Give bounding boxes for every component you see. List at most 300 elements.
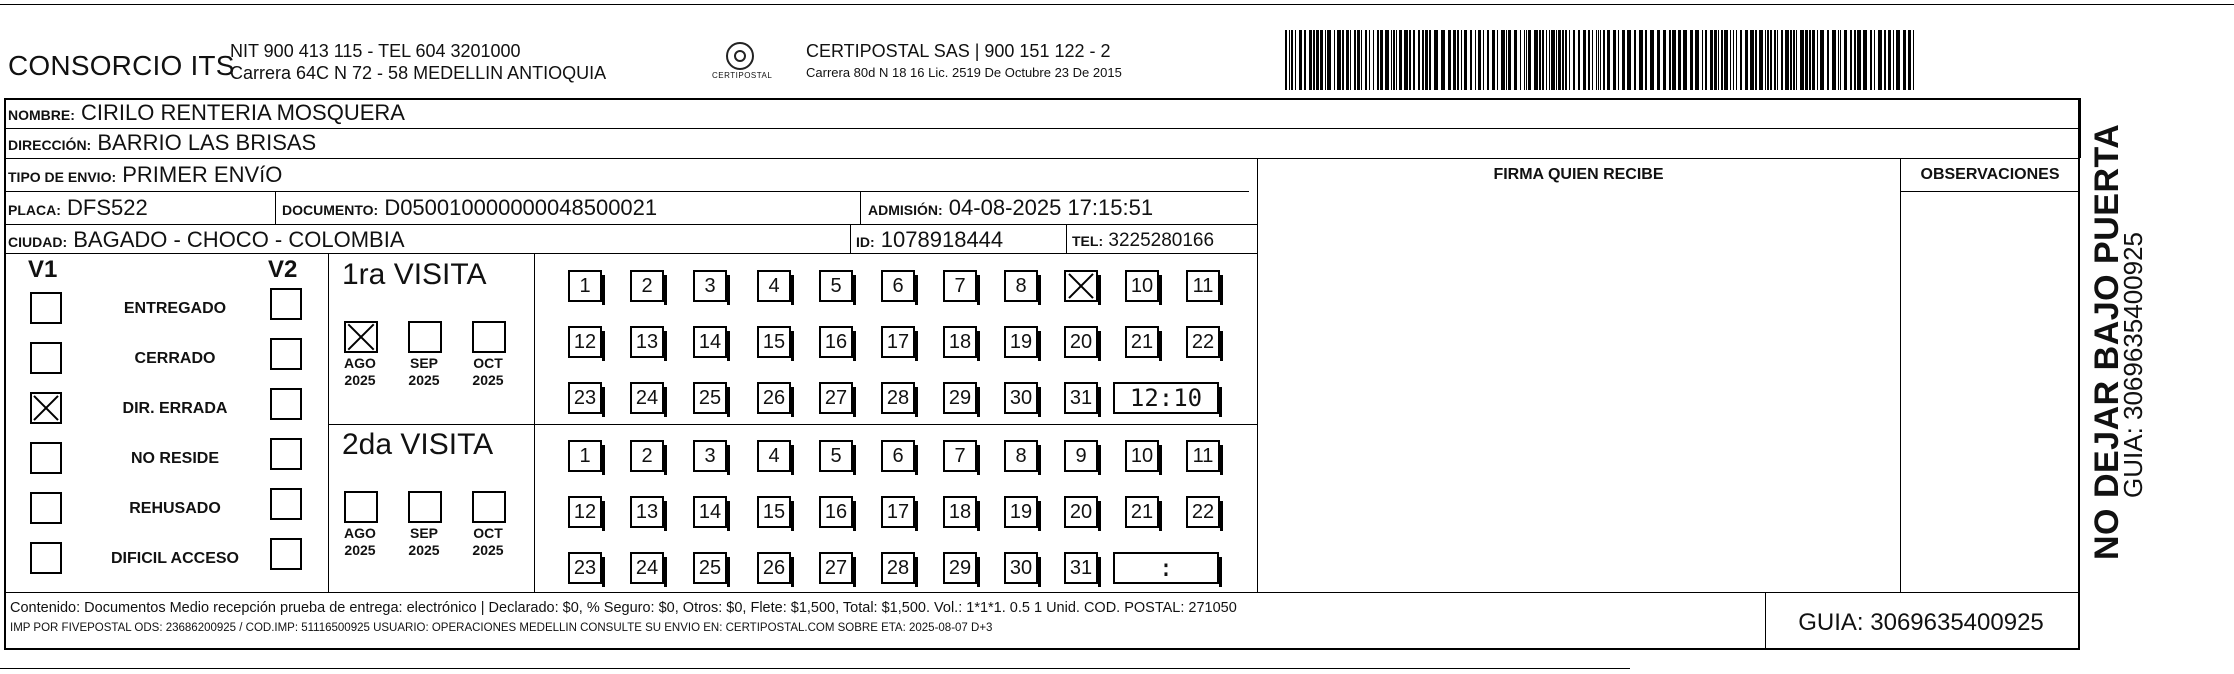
- barcode-bar: [1750, 30, 1754, 90]
- barcode-bar: [1422, 30, 1424, 90]
- rule: [328, 424, 1257, 425]
- barcode-bar: [1325, 30, 1326, 90]
- day-box[interactable]: 18: [943, 326, 977, 358]
- day-box[interactable]: 19: [1004, 326, 1038, 358]
- day-box[interactable]: [1064, 270, 1098, 302]
- barcode-bar: [1299, 30, 1302, 90]
- barcode-bar: [1377, 30, 1379, 90]
- barcode-bar: [1896, 30, 1900, 90]
- day-box[interactable]: 31: [1064, 382, 1098, 414]
- barcode-bar: [1639, 30, 1643, 90]
- month-year: 2025: [408, 542, 440, 558]
- status-label: REHUSADO: [129, 500, 221, 517]
- barcode-bar: [1487, 30, 1489, 90]
- day-box[interactable]: 25: [693, 382, 727, 414]
- barcode-bar: [1369, 30, 1370, 90]
- company-info: [230, 40, 606, 84]
- day-box[interactable]: 4: [757, 270, 791, 302]
- barcode-bar: [1627, 30, 1631, 90]
- barcode-bar: [1475, 30, 1476, 90]
- barcode-bar: [1497, 30, 1498, 90]
- status-label: CERRADO: [134, 350, 216, 367]
- visit-title: 1ra VISITA: [342, 258, 487, 291]
- v1-checkbox[interactable]: [30, 542, 62, 574]
- barcode-bar: [1838, 30, 1839, 90]
- day-box[interactable]: 15: [757, 326, 791, 358]
- barcode-bar: [1334, 30, 1335, 90]
- barcode-bar: [1770, 30, 1772, 90]
- barcode-bar: [1346, 30, 1349, 90]
- barcode-bar: [1313, 30, 1315, 90]
- id-label: ID:: [856, 234, 875, 250]
- barcode-bar: [1354, 30, 1356, 90]
- day-box[interactable]: 19: [1004, 496, 1038, 528]
- postal-logo-icon: CERTIPOSTAL: [712, 40, 768, 86]
- nit-line: NIT 900 413 115 - TEL 604 3201000: [230, 41, 521, 61]
- barcode-bar: [1429, 30, 1431, 90]
- tel-value: 3225280166: [1108, 230, 1215, 251]
- day-box[interactable]: 20: [1064, 496, 1098, 528]
- barcode-bar: [1320, 30, 1323, 90]
- barcode-bar: [1817, 30, 1818, 90]
- barcode-bar: [1441, 30, 1445, 90]
- id-row: [856, 227, 1003, 253]
- day-box[interactable]: 11: [1186, 440, 1220, 472]
- day-box[interactable]: 7: [943, 440, 977, 472]
- day-box[interactable]: 17: [881, 496, 915, 528]
- v1-checkbox[interactable]: [30, 442, 62, 474]
- barcode-bar: [1448, 30, 1451, 90]
- barcode-bar: [1534, 30, 1538, 90]
- day-box[interactable]: 6: [881, 270, 915, 302]
- barcode-bar: [1457, 30, 1459, 90]
- day-box[interactable]: 28: [881, 382, 915, 414]
- barcode-bar: [1730, 30, 1731, 90]
- direccion-row: [8, 130, 316, 156]
- barcode-bar: [1613, 30, 1616, 90]
- day-box[interactable]: 16: [819, 326, 853, 358]
- barcode-bar: [1304, 30, 1306, 90]
- day-box[interactable]: 5: [819, 270, 853, 302]
- month-year: 2025: [344, 372, 376, 388]
- company-name: CONSORCIO ITS: [8, 50, 235, 81]
- barcode-bar: [1678, 30, 1681, 90]
- barcode-bar: [1908, 30, 1911, 90]
- rule: [1900, 158, 1901, 592]
- footer-contenido: Contenido: Documentos Medio recepción prueba de entrega: electrónico | Declarado: $0, % Seguro: $0, Otros: $0, Flete: $1,500, Total: $1,500. Vol.: 1*1*1. 0.5 1 Unid. COD. POSTAL: 271050: [10, 600, 1237, 616]
- footer-impresion: IMP POR FIVEPOSTAL ODS: 23686200925 / COD.IMP: 51116500925 USUARIO: OPERACIONES MEDELLIN CONSULTE SU ENVIO EN: CERTIPOSTAL.COM SOBRE ETA: 2025-08-07 D+3: [10, 622, 993, 634]
- day-box[interactable]: 31: [1064, 552, 1098, 584]
- barcode-bar: [1418, 30, 1420, 90]
- barcode-bar: [1434, 30, 1438, 90]
- barcode-bar: [1903, 30, 1906, 90]
- barcode-bar: [1857, 30, 1861, 90]
- top-rule: [0, 4, 2234, 5]
- barcode-bar: [1650, 30, 1654, 90]
- barcode-bar: [1350, 30, 1351, 90]
- barcode-bar: [1781, 30, 1783, 90]
- barcode-bar: [1583, 30, 1586, 90]
- day-box[interactable]: 2: [630, 440, 664, 472]
- tel-label: TEL:: [1072, 233, 1104, 249]
- barcode-bar: [1546, 30, 1547, 90]
- barcode-bar: [1588, 30, 1590, 90]
- barcode-bar: [1478, 30, 1481, 90]
- barcode-bar: [1492, 30, 1495, 90]
- barcode-bar: [1549, 30, 1550, 90]
- nombre-label: NOMBRE:: [8, 107, 75, 123]
- v1-heading: V1: [28, 256, 58, 283]
- rule: [1066, 224, 1067, 253]
- day-box[interactable]: 13: [630, 496, 664, 528]
- barcode-bar: [1385, 30, 1389, 90]
- month-label: [464, 355, 512, 389]
- documento-value: D050010000000048500021: [384, 195, 658, 220]
- day-box[interactable]: 6: [881, 440, 915, 472]
- barcode-bar: [1337, 30, 1341, 90]
- day-box[interactable]: 12: [568, 326, 602, 358]
- day-box[interactable]: 20: [1064, 326, 1098, 358]
- placa-value: DFS522: [67, 195, 148, 220]
- v1-checkbox[interactable]: [30, 492, 62, 524]
- barcode-bar: [1805, 30, 1808, 90]
- barcode-bar: [1361, 30, 1362, 90]
- barcode-bar: [1874, 30, 1875, 90]
- day-box[interactable]: 25: [693, 552, 727, 584]
- barcode-bar: [1316, 30, 1319, 90]
- direccion-value: BARRIO LAS BRISAS: [97, 130, 317, 155]
- barcode-bar: [1501, 30, 1505, 90]
- rule: [4, 224, 1257, 225]
- barcode-bar: [1710, 30, 1713, 90]
- barcode-bar: [1832, 30, 1836, 90]
- day-box[interactable]: 3: [693, 270, 727, 302]
- barcode-bar: [1913, 30, 1914, 90]
- day-box[interactable]: 9: [1064, 440, 1098, 472]
- barcode-bar: [1357, 30, 1360, 90]
- month-checkbox[interactable]: [344, 491, 378, 523]
- rule: [4, 253, 1257, 254]
- v1-checkbox[interactable]: [30, 392, 62, 424]
- v2-checkbox[interactable]: [270, 438, 302, 470]
- day-box[interactable]: 10: [1125, 440, 1159, 472]
- v1-checkbox[interactable]: [30, 342, 62, 374]
- barcode-bar: [1888, 30, 1891, 90]
- barcode-bar: [1551, 30, 1555, 90]
- day-box[interactable]: 14: [693, 496, 727, 528]
- side-warning: NO DEJAR BAJO PUERTA: [2088, 123, 2126, 560]
- rule: [850, 224, 851, 253]
- v2-checkbox[interactable]: [270, 488, 302, 520]
- month-label: [336, 355, 384, 389]
- day-box[interactable]: 29: [943, 382, 977, 414]
- day-box[interactable]: 27: [819, 552, 853, 584]
- day-box[interactable]: 10: [1125, 270, 1159, 302]
- status-label: NO RESIDE: [130, 450, 219, 467]
- barcode-bar: [1759, 30, 1763, 90]
- tel-row: [1072, 230, 1214, 252]
- barcode-bar: [1596, 30, 1597, 90]
- rule: [1900, 191, 2080, 192]
- month-checkbox[interactable]: [408, 321, 442, 353]
- day-box[interactable]: 23: [568, 552, 602, 584]
- rule: [4, 191, 1249, 192]
- barcode-bar: [1327, 30, 1331, 90]
- barcode-bar: [1396, 30, 1397, 90]
- placa-row: [8, 195, 148, 221]
- barcode-bar: [1461, 30, 1462, 90]
- barcode-bar: [1542, 30, 1544, 90]
- barcode-bar: [1683, 30, 1687, 90]
- barcode-bar: [1705, 30, 1707, 90]
- day-box[interactable]: 1: [568, 270, 602, 302]
- barcode-bar: [1558, 30, 1561, 90]
- tipo-row: [8, 162, 282, 188]
- month-label: [400, 525, 448, 559]
- admision-value: 04-08-2025 17:15:51: [948, 195, 1154, 220]
- placa-label: PLACA:: [8, 202, 61, 218]
- barcode-bar: [1622, 30, 1625, 90]
- status-label: ENTREGADO: [123, 300, 227, 317]
- barcode-bar: [1600, 30, 1601, 90]
- day-box[interactable]: 16: [819, 496, 853, 528]
- day-box[interactable]: 21: [1125, 326, 1159, 358]
- guia-number: GUIA: 3069635400925: [1798, 609, 2044, 636]
- barcode-bar: [1840, 30, 1841, 90]
- v2-checkbox[interactable]: [270, 538, 302, 570]
- barcode-bar: [1702, 30, 1703, 90]
- barcode-bar: [1796, 30, 1797, 90]
- v2-checkbox[interactable]: [270, 338, 302, 370]
- barcode-bar: [1565, 30, 1567, 90]
- barcode-bar: [1820, 30, 1824, 90]
- v2-heading: V2: [268, 256, 298, 283]
- check-mark-icon: [1066, 272, 1096, 300]
- month-label: [400, 355, 448, 389]
- barcode-bar: [1721, 30, 1723, 90]
- certipostal-line1: CERTIPOSTAL SAS | 900 151 122 - 2: [806, 41, 1111, 61]
- rule: [328, 253, 329, 592]
- barcode-bar: [1399, 30, 1402, 90]
- barcode-bar: [1391, 30, 1392, 90]
- month-checkbox[interactable]: [408, 491, 442, 523]
- barcode-bar: [1425, 30, 1428, 90]
- barcode-bar: [1844, 30, 1847, 90]
- day-box[interactable]: 22: [1186, 326, 1220, 358]
- barcode-bar: [1669, 30, 1671, 90]
- month-label: [464, 525, 512, 559]
- barcode-bar: [1607, 30, 1610, 90]
- barcode-bar: [1520, 30, 1521, 90]
- barcode-bar: [1827, 30, 1829, 90]
- barcode-bar: [1645, 30, 1647, 90]
- month-name: AGO: [344, 355, 376, 371]
- barcode-bar: [1718, 30, 1719, 90]
- barcode-bar: [1453, 30, 1456, 90]
- barcode-bar: [1736, 30, 1737, 90]
- day-box[interactable]: 23: [568, 382, 602, 414]
- month-checkbox[interactable]: [472, 321, 506, 353]
- rule: [4, 592, 2080, 593]
- barcode-bar: [1592, 30, 1593, 90]
- ciudad-label: CIUDAD:: [8, 234, 68, 250]
- month-checkbox[interactable]: [344, 321, 378, 353]
- day-box[interactable]: 21: [1125, 496, 1159, 528]
- barcode-bar: [1365, 30, 1367, 90]
- barcode-bar: [1289, 30, 1290, 90]
- documento-label: DOCUMENTO:: [282, 202, 379, 218]
- month-label: [336, 525, 384, 559]
- barcode-bar: [1562, 30, 1564, 90]
- barcode-bar: [1878, 30, 1882, 90]
- day-box[interactable]: 17: [881, 326, 915, 358]
- barcode-bar: [1508, 30, 1511, 90]
- barcode-bar: [1755, 30, 1757, 90]
- barcode-bar: [1578, 30, 1580, 90]
- rule: [4, 128, 2080, 129]
- nombre-value: CIRILO RENTERIA MOSQUERA: [81, 100, 405, 125]
- status-label: DIR. ERRADA: [122, 400, 228, 417]
- barcode-bar: [1745, 30, 1748, 90]
- barcode-bar: [1342, 30, 1344, 90]
- barcode-bar: [1785, 30, 1789, 90]
- day-box[interactable]: 28: [881, 552, 915, 584]
- barcode-bar: [1893, 30, 1894, 90]
- barcode-bar: [1618, 30, 1619, 90]
- rule: [275, 191, 276, 224]
- month-year: 2025: [408, 372, 440, 388]
- id-value: 1078918444: [880, 227, 1004, 252]
- barcode-bar: [1765, 30, 1766, 90]
- barcode-bar: [1854, 30, 1856, 90]
- v2-checkbox[interactable]: [270, 288, 302, 320]
- month-checkbox[interactable]: [472, 491, 506, 523]
- barcode-bar: [1793, 30, 1795, 90]
- day-box[interactable]: 18: [943, 496, 977, 528]
- month-year: 2025: [344, 542, 376, 558]
- barcode-bar: [1464, 30, 1467, 90]
- barcode-bar: [1733, 30, 1734, 90]
- direccion-label: DIRECCIÓN:: [8, 137, 92, 153]
- barcode-bar: [1539, 30, 1541, 90]
- day-box[interactable]: 26: [757, 382, 791, 414]
- barcode-bar: [1740, 30, 1742, 90]
- month-name: SEP: [409, 355, 438, 371]
- day-box[interactable]: 11: [1186, 270, 1220, 302]
- day-box[interactable]: 30: [1004, 552, 1038, 584]
- day-box[interactable]: 1: [568, 440, 602, 472]
- month-name: OCT: [473, 525, 503, 541]
- visit-time[interactable]: 12:10: [1113, 382, 1219, 414]
- admision-row: [868, 195, 1153, 221]
- barcode-bar: [1863, 30, 1867, 90]
- rule: [1257, 158, 1258, 592]
- barcode-bar: [1569, 30, 1570, 90]
- month-name: AGO: [344, 525, 376, 541]
- tipo-value: PRIMER ENVíO: [122, 162, 283, 187]
- barcode-bar: [1556, 30, 1557, 90]
- barcode-bar: [1812, 30, 1815, 90]
- day-box[interactable]: 8: [1004, 270, 1038, 302]
- barcode-bar: [1767, 30, 1769, 90]
- day-box[interactable]: 2: [630, 270, 664, 302]
- day-box[interactable]: 12: [568, 496, 602, 528]
- day-box[interactable]: 14: [693, 326, 727, 358]
- rule: [4, 158, 2080, 159]
- barcode-bar: [1695, 30, 1699, 90]
- barcode-bar: [1714, 30, 1717, 90]
- barcode-bar: [1809, 30, 1811, 90]
- day-box[interactable]: 27: [819, 382, 853, 414]
- day-box[interactable]: 3: [693, 440, 727, 472]
- barcode-bar: [1774, 30, 1776, 90]
- barcode-bar: [1373, 30, 1374, 90]
- firma-title: FIRMA QUIEN RECIBE: [1493, 166, 1664, 183]
- ciudad-value: BAGADO - CHOCO - COLOMBIA: [73, 227, 405, 252]
- barcode-bar: [1483, 30, 1484, 90]
- ciudad-row: [8, 227, 405, 253]
- day-box[interactable]: 24: [630, 382, 664, 414]
- v1-checkbox[interactable]: [30, 292, 62, 324]
- day-box[interactable]: 5: [819, 440, 853, 472]
- barcode-bar: [1393, 30, 1395, 90]
- barcode-bar: [1309, 30, 1312, 90]
- day-box[interactable]: 15: [757, 496, 791, 528]
- day-box[interactable]: 26: [757, 552, 791, 584]
- day-box[interactable]: 4: [757, 440, 791, 472]
- address-line: Carrera 64C N 72 - 58 MEDELLIN ANTIOQUIA: [230, 63, 607, 83]
- day-box[interactable]: 29: [943, 552, 977, 584]
- v2-checkbox[interactable]: [270, 388, 302, 420]
- barcode-bar: [1850, 30, 1852, 90]
- barcode-bar: [1526, 30, 1527, 90]
- visit-time[interactable]: :: [1113, 552, 1219, 584]
- barcode-bar: [1409, 30, 1411, 90]
- barcode-bar: [1413, 30, 1415, 90]
- barcode-bar: [1663, 30, 1666, 90]
- certipostal-info: [806, 40, 1122, 84]
- day-box[interactable]: 13: [630, 326, 664, 358]
- day-box[interactable]: 7: [943, 270, 977, 302]
- day-box[interactable]: 24: [630, 552, 664, 584]
- barcode-bar: [1291, 30, 1293, 90]
- barcode-bar: [1506, 30, 1507, 90]
- barcode-bar: [1672, 30, 1676, 90]
- barcode-bar: [1598, 30, 1599, 90]
- admision-label: ADMISIÓN:: [868, 202, 943, 218]
- day-box[interactable]: 22: [1186, 496, 1220, 528]
- day-box[interactable]: 30: [1004, 382, 1038, 414]
- barcode-bar: [1285, 30, 1287, 90]
- barcode-bar: [1528, 30, 1531, 90]
- tipo-label: TIPO DE ENVIO:: [8, 169, 117, 185]
- barcode-bar: [1790, 30, 1792, 90]
- barcode-bar: [1380, 30, 1383, 90]
- certipostal-line2: Carrera 80d N 18 16 Lic. 2519 De Octubre 23 De 2015: [806, 65, 1122, 80]
- barcode-bar: [1470, 30, 1472, 90]
- barcode-bar: [1524, 30, 1525, 90]
- barcode-bar: [1573, 30, 1575, 90]
- day-box[interactable]: 8: [1004, 440, 1038, 472]
- barcode-bar: [1724, 30, 1728, 90]
- barcode-bar: [1603, 30, 1605, 90]
- documento-row: [282, 195, 657, 221]
- barcode-bar: [1777, 30, 1778, 90]
- nombre-row: [8, 100, 405, 126]
- barcode-bar: [1514, 30, 1517, 90]
- bottom-rule: [0, 668, 1630, 669]
- rule: [534, 253, 535, 592]
